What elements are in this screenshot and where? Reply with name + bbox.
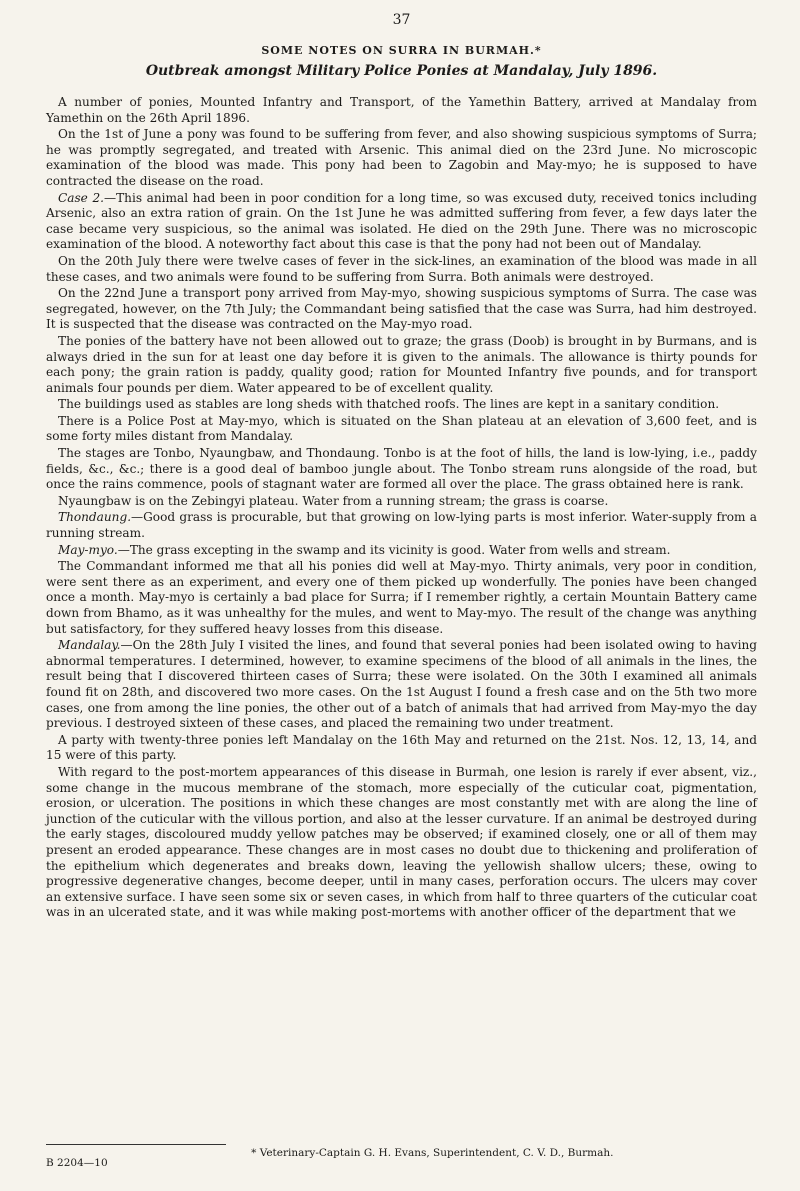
paragraph-text: Nyaungbaw is on the Zebingyi plateau. Water from a running stream; the grass is coarse.	[58, 493, 609, 508]
paragraph	[46, 254, 757, 285]
paragraph	[46, 510, 757, 541]
paragraph	[46, 397, 757, 413]
paragraph-text: The Commandant informed me that all his ponies did well at May-myo. Thirty animals, very poor in condition, were sent there as an experiment, and every one of them picked up wonderfully. The ponies have been changed once a month. May-myo is certainly a bad place for Surra; if I remember rightly, a certain Mountain Battery came down from Bhamo, as it was unhealthy for the mules, and went to May-myo. The result of the change was anything but satisfactory, for they suffered heavy losses from this disease.	[46, 559, 757, 636]
paragraph	[46, 559, 757, 637]
paragraph	[46, 191, 757, 253]
paragraph-text: On the 20th July there were twelve cases of fever in the sick-lines, an examination of the blood was made in all these cases, and two animals were found to be suffering from Surra. Both animals were destroyed.	[46, 253, 757, 284]
paragraph-text: —This animal had been in poor condition for a long time, so was excused duty, received tonics including Arsenic, also an extra ration of grain. On the 1st June he was admitted suffering from fever, a few days later the case became very suspicious, so the animal was isolated. He died on the 29th June. There was no microscopic examination of the blood. A noteworthy fact about this case is that the pony had not been out of Mandalay.	[46, 190, 758, 252]
paragraph-text: —The grass excepting in the swamp and its vicinity is good. Water from wells and stream.	[117, 542, 671, 557]
paragraph-lead: May-myo.	[58, 542, 118, 557]
article-body	[46, 95, 757, 921]
paragraph-text: —Good grass is procurable, but that growing on low-lying parts is most inferior. Water-supply from a running stream.	[46, 510, 757, 541]
paragraph-text: The stages are Tonbo, Nyaungbaw, and Thondaung. Tonbo is at the foot of hills, the land is low-lying, i.e., paddy fields, &c., &c.; there is a good deal of bamboo jungle about. The Tonbo stream runs alongside of the road, but once the rains commence, pools of stagnant water are formed all over the place. The grass obtained here is rank.	[46, 446, 757, 492]
paragraph-text: On the 1st of June a pony was found to be suffering from fever, and also showing suspicious symptoms of Surra; he was promptly segregated, and treated with Arsenic. This animal died on the 23rd June. No microscopic examination of the blood was made. This pony had been to Zagobin and May-myo; he is supposed to have contracted the disease on the road.	[46, 127, 757, 188]
paragraph-text: The ponies of the battery have not been allowed out to graze; the grass (Doob) is brought in by Burmans, and is always dried in the sun for at least one day before it is given to the animals. The allowance is thirty pounds for each pony; the grain ration is paddy, quality good; ration for Mounted Infantry five pounds, and for transport animals four pounds per diem. Water appeared to be of excellent quality.	[46, 333, 757, 395]
paragraph	[46, 446, 757, 493]
paragraph-text: With regard to the post-mortem appearances of this disease in Burmah, one lesion is rarely if ever absent, viz., some change in the mucous membrane of the stomach, more especially of the cuticular coat, pigmentation, erosion, or ulceration. The positions in which these changes are most constantly met with are along the line of junction of the cuticular with the villous portion, and also at the lesser curvature. If an animal be destroyed during the early stages, discoloured muddy yellow patches may be observed; if examined closely, one or all of them may present an eroded appearance. These changes are in most cases no doubt due to thickening and proliferation of the epithelium which degenerates and breaks down, leaving the yellowish shallow ulcers; these, owing to progressive degenerative changes, become deeper, until in many cases, perforation occurs. The ulcers may cover an extensive surface. I have seen some six or seven cases, in which from half to three quarters of the cuticular coat was in an ulcerated state, and it was while making post-mortems with another officer of the department that we	[46, 764, 757, 920]
article-title: SOME NOTES ON SURRA IN BURMAH.*	[261, 44, 542, 57]
paragraph	[46, 286, 757, 333]
paragraph-text: On the 22nd June a transport pony arrived from May-myo, showing suspicious symptoms of Surra. The case was segregated, however, on the 7th July; the Commandant being satisfied that the case was Surra, had him destroyed. It is suspected that the disease was contracted on the May-myo road.	[46, 286, 757, 332]
paragraph-text: A number of ponies, Mounted Infantry and Transport, of the Yamethin Battery, arrived at Mandalay from Yamethin on the 26th April 1896.	[46, 95, 757, 125]
paragraph	[46, 765, 757, 921]
paragraph-text: There is a Police Post at May-myo, which is situated on the Shan plateau at an elevation of 3,600 feet, and is some forty miles distant from Mandalay.	[46, 413, 757, 444]
paragraph-text: The buildings used as stables are long sheds with thatched roofs. The lines are kept in a sanitary condition.	[58, 397, 720, 412]
paragraph-lead: Thondaung.	[58, 510, 132, 525]
footnote-rule	[46, 1144, 226, 1145]
paragraph	[46, 543, 757, 559]
page-footer	[46, 1144, 757, 1169]
paragraph-lead: Mandalay.	[58, 638, 121, 653]
paragraph	[46, 95, 757, 126]
paragraph-lead: Case 2.	[58, 190, 104, 205]
paragraph	[46, 733, 757, 764]
paragraph	[46, 334, 757, 396]
paragraph-text: A party with twenty-three ponies left Mandalay on the 16th May and returned on the 21st. Nos. 12, 13, 14, and 15 were of this party.	[46, 732, 757, 763]
paragraph	[46, 127, 757, 189]
paragraph	[46, 414, 757, 445]
page-number: 37	[392, 12, 411, 28]
article-subtitle: Outbreak amongst Military Police Ponies at Mandalay, July 1896.	[145, 63, 658, 79]
print-mark: B 2204—10	[46, 1157, 108, 1169]
footnote: * Veterinary-Captain G. H. Evans, Superintendent, C. V. D., Burmah.	[251, 1147, 614, 1159]
paragraph	[46, 494, 757, 510]
paragraph-text: —On the 28th July I visited the lines, and found that several ponies had been isolated owing to having abnormal temperatures. I determined, however, to examine specimens of the blood of all animals in the lines, the result being that I discovered thirteen cases of Surra; these were isolated. On the 30th I examined all animals found fit on 28th, and discovered two more cases. On the 1st August I found a fresh case and on the 5th two more cases, one from among the line ponies, the other out of a batch of animals that had arrived from May-myo the day previous. I destroyed sixteen of these cases, and placed the remaining two under treatment.	[46, 638, 757, 731]
paragraph	[46, 638, 757, 732]
